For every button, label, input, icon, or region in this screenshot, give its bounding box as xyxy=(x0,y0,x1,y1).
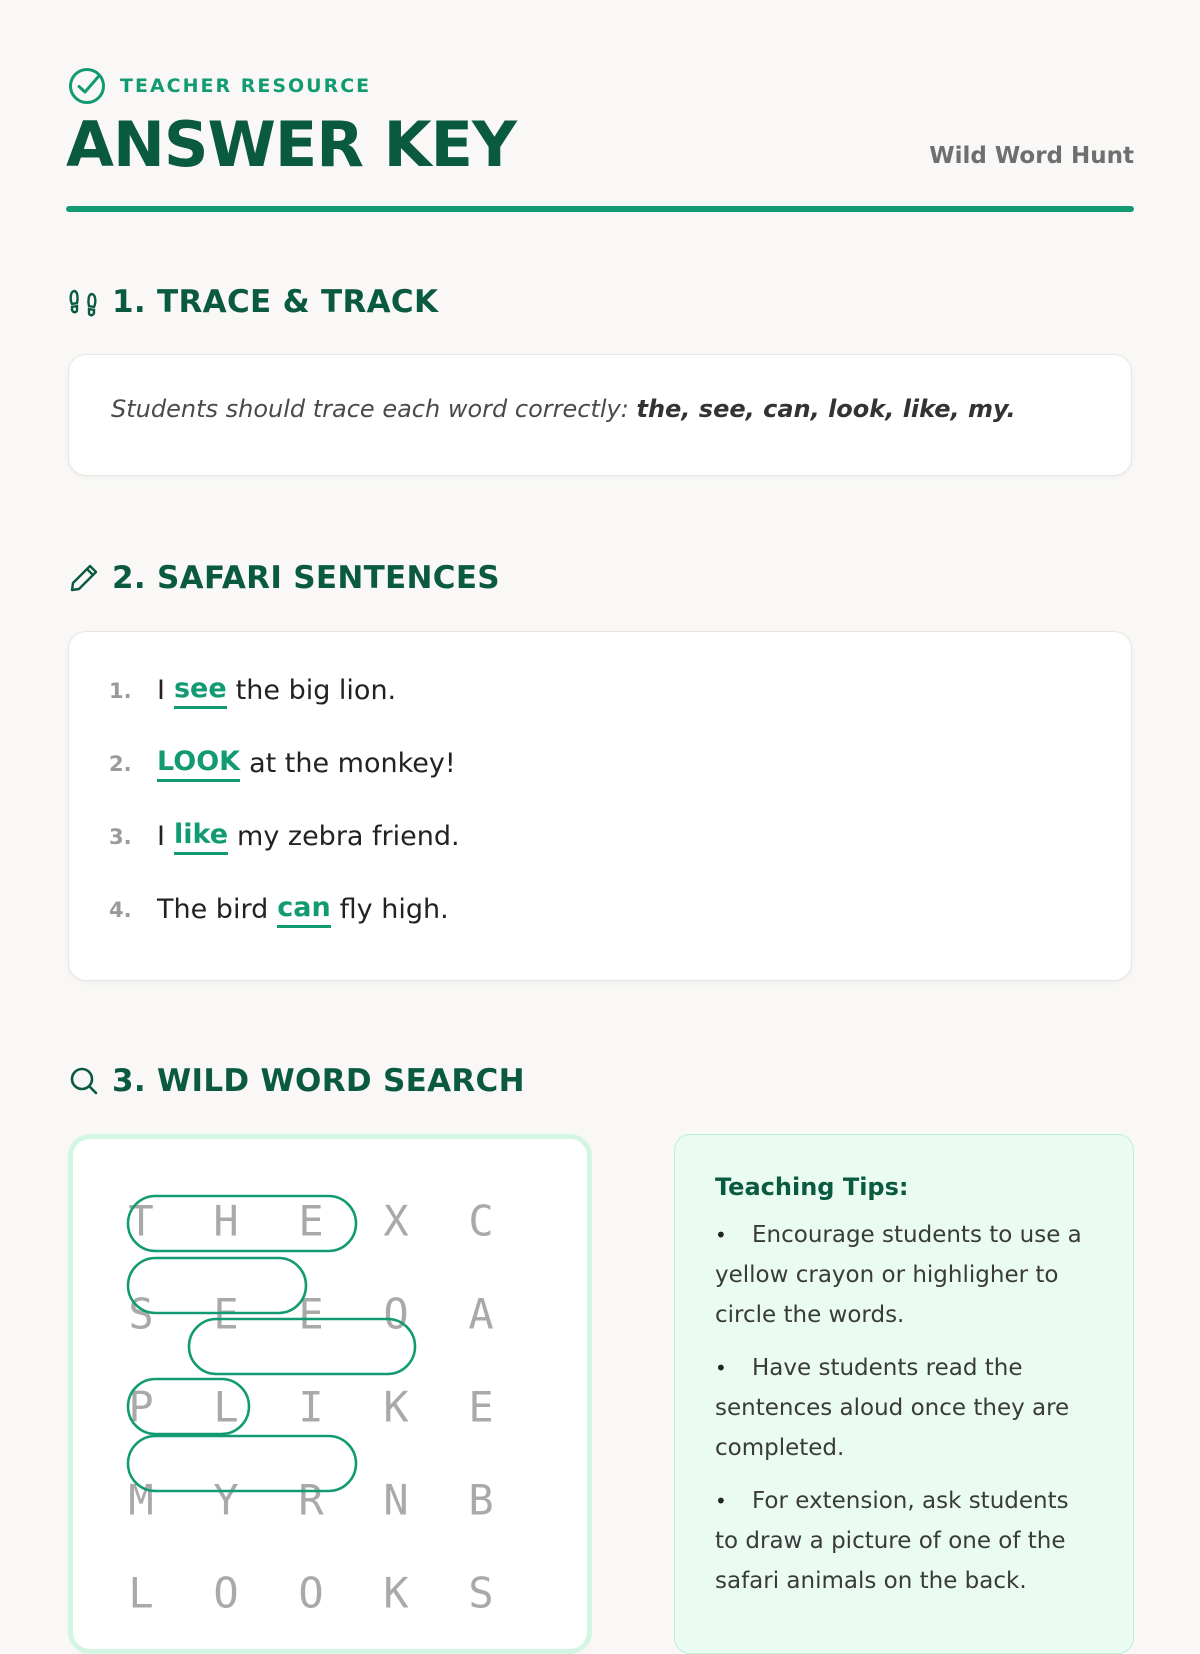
grid-letter: S xyxy=(128,1289,154,1339)
header-divider xyxy=(66,206,1134,212)
trace-instruction: Students should trace each word correctly: xyxy=(111,395,629,423)
grid-letter: E xyxy=(298,1289,324,1339)
sentence-number: 1. xyxy=(109,678,132,703)
grid-letter: K xyxy=(383,1382,409,1432)
sentence-number: 4. xyxy=(109,897,132,922)
sentence-row xyxy=(109,800,1091,873)
sentence-text-before: The bird xyxy=(157,894,269,925)
sentence-text-after: the big lion. xyxy=(235,675,397,706)
tip-text: Have students read the sentences aloud once they are completed. xyxy=(715,1355,1070,1461)
check-circle-icon xyxy=(68,67,106,105)
grid-letter: R xyxy=(298,1475,324,1525)
grid-letter: O xyxy=(298,1568,324,1618)
grid-letter: M xyxy=(128,1475,154,1525)
grid-letter: L xyxy=(213,1382,239,1432)
grid-letter: O xyxy=(383,1289,409,1339)
section-sentences-title: 2. SAFARI SENTENCES xyxy=(112,560,500,596)
trace-words: the, see, can, look, like, my. xyxy=(636,395,1016,423)
footprints-icon xyxy=(68,286,100,318)
sentence-row xyxy=(109,654,1091,727)
word-search-card xyxy=(68,1134,592,1654)
grid-letter: N xyxy=(383,1475,409,1525)
grid-letter: L xyxy=(128,1568,154,1618)
tip-text: Encourage students to use a yellow crayon or highligher to circle the words. xyxy=(715,1222,1082,1328)
sentence-text-after: at the monkey! xyxy=(249,748,456,779)
grid-letter: Y xyxy=(213,1475,239,1525)
sentence-text-after: fly high. xyxy=(339,894,449,925)
search-icon xyxy=(68,1065,100,1097)
sentence-text-before: I xyxy=(157,675,165,706)
grid-letter: E xyxy=(213,1289,239,1339)
grid-letter: O xyxy=(213,1568,239,1618)
tips-title: Teaching Tips: xyxy=(715,1173,909,1201)
section-trace-heading xyxy=(68,284,438,320)
grid-letter: S xyxy=(468,1568,494,1618)
grid-letter: E xyxy=(298,1196,324,1246)
grid-letter: A xyxy=(468,1289,494,1339)
sentence-row xyxy=(109,727,1091,800)
section-search-title: 3. WILD WORD SEARCH xyxy=(112,1063,525,1099)
grid-letter: E xyxy=(468,1382,494,1432)
sentence-answer: see xyxy=(174,673,227,709)
tip-text: For extension, ask students to draw a picture of one of the safari animals on the back. xyxy=(715,1488,1069,1594)
page-subtitle: Wild Word Hunt xyxy=(929,143,1134,169)
sentence-number: 3. xyxy=(109,824,132,849)
sentence-answer: like xyxy=(174,819,228,855)
grid-letter: K xyxy=(383,1568,409,1618)
sentences-card xyxy=(68,631,1132,981)
teaching-tips-panel xyxy=(674,1134,1134,1654)
eyebrow xyxy=(68,67,371,105)
sentence-answer: LOOK xyxy=(157,746,240,782)
sentence-row xyxy=(109,873,1091,946)
section-trace-title: 1. TRACE & TRACK xyxy=(112,284,439,320)
grid-letter: I xyxy=(298,1382,324,1432)
tips-list xyxy=(715,1215,1093,1601)
eyebrow-label: TEACHER RESOURCE xyxy=(120,75,372,97)
trace-card xyxy=(68,354,1132,476)
tip-item xyxy=(715,1348,1093,1468)
section-search-heading xyxy=(68,1063,525,1099)
tip-item xyxy=(715,1481,1093,1601)
section-sentences-heading xyxy=(68,560,500,596)
pencil-icon xyxy=(68,562,100,594)
grid-letter: P xyxy=(128,1382,154,1432)
word-search-grid xyxy=(73,1139,587,1649)
grid-letter: X xyxy=(383,1196,409,1246)
grid-letter: C xyxy=(468,1196,494,1246)
sentence-answer: can xyxy=(277,892,330,928)
sentence-text-after: my zebra friend. xyxy=(237,821,460,852)
grid-letter: B xyxy=(468,1475,494,1525)
grid-letter: T xyxy=(128,1196,154,1246)
tip-item xyxy=(715,1215,1093,1335)
sentence-number: 2. xyxy=(109,751,132,776)
page-title: ANSWER KEY xyxy=(66,108,516,181)
sentence-text-before: I xyxy=(157,821,165,852)
grid-letter: H xyxy=(213,1196,239,1246)
